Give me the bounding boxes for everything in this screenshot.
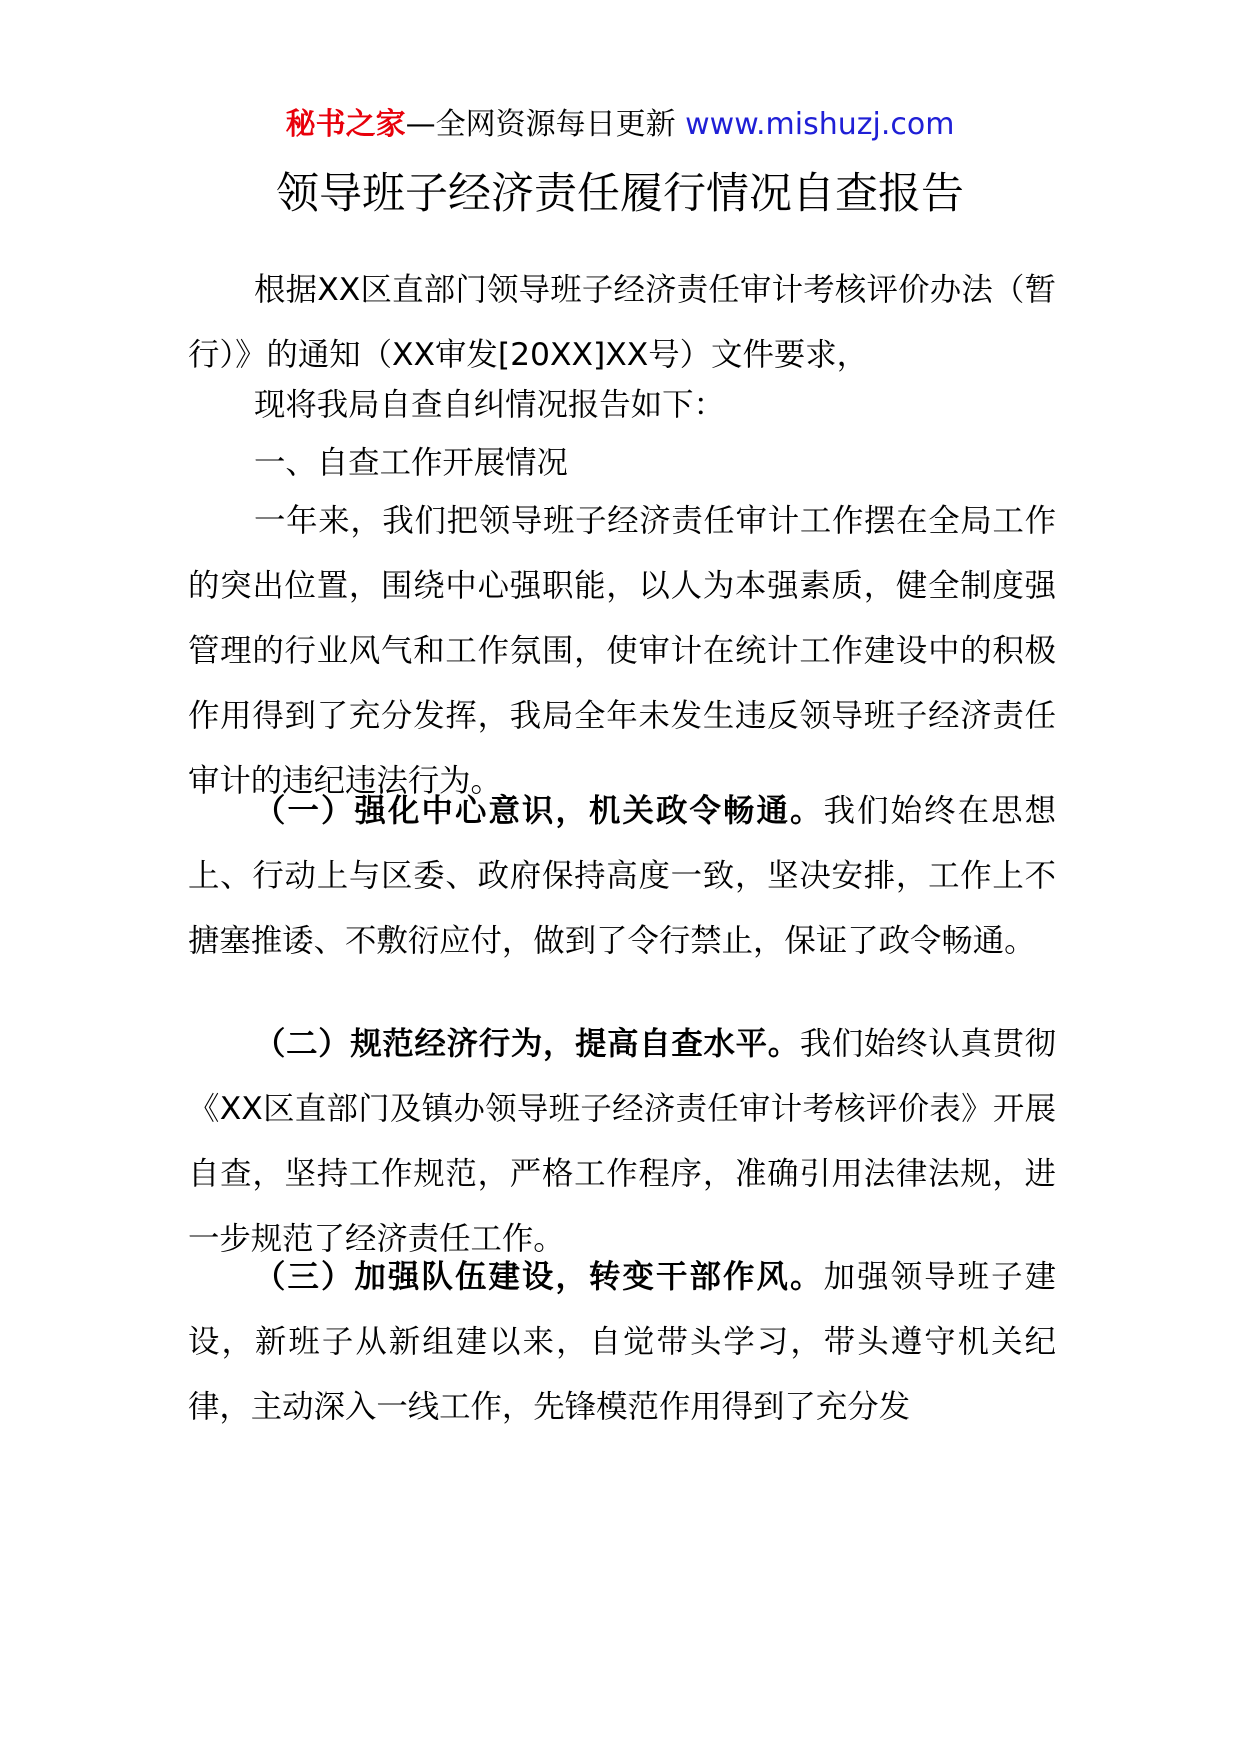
subsection-heading-3: （三）加强队伍建设，转变干部作风。	[254, 1259, 824, 1295]
paragraph-report-intro: 现将我局自查自纠情况报告如下：	[254, 387, 725, 423]
paragraph-subsection-1	[188, 779, 1056, 974]
paragraph-basis: 根据XX区直部门领导班子经济责任审计考核评价办法（暂行）》的通知（XX审发[20XX]XX号）文件要求，	[188, 272, 1056, 373]
document-title: 领导班子经济责任履行情况自查报告	[276, 169, 964, 219]
paragraph-subsection-3	[188, 1245, 1056, 1440]
paragraph-overview: 一年来，我们把领导班子经济责任审计工作摆在全局工作的突出位置，围绕中心强职能，以人为本强素质，健全制度强管理的行业风气和工作氛围，使审计在统计工作建设中的积极作用得到了充分发挥，我局全年未发生违反领导班子经济责任审计的违纪违法行为。	[188, 503, 1056, 799]
header-tagline: —全网资源每日更新	[405, 107, 686, 142]
site-url-link[interactable]: www.mishuzj.com	[685, 107, 955, 142]
subsection-text-3: 加强领导班子建设，新班子从新组建以来，自觉带头学习，带头遵守机关纪律，主动深入一线工作，先锋模范作用得到了充分发	[188, 1259, 1056, 1425]
paragraph-subsection-2	[188, 1012, 1056, 1272]
subsection-heading-2: （二）规范经济行为，提高自查水平。	[254, 1026, 800, 1062]
subsection-heading-1: （一）强化中心意识，机关政令畅通。	[254, 793, 824, 829]
section-heading-1: 一、自查工作开展情况	[254, 445, 568, 481]
subsection-text-2: 我们始终认真贯彻《XX区直部门及镇办领导班子经济责任审计考核评价表》开展自查，坚持工作规范，严格工作程序，准确引用法律法规，进一步规范了经济责任工作。	[188, 1026, 1056, 1257]
site-header	[0, 100, 1240, 150]
brand-name: 秘书之家	[285, 107, 406, 142]
subsection-text-1: 我们始终在思想上、行动上与区委、政府保持高度一致，坚决安排，工作上不搪塞推诿、不敷衍应付，做到了令行禁止，保证了政令畅通。	[188, 793, 1056, 959]
